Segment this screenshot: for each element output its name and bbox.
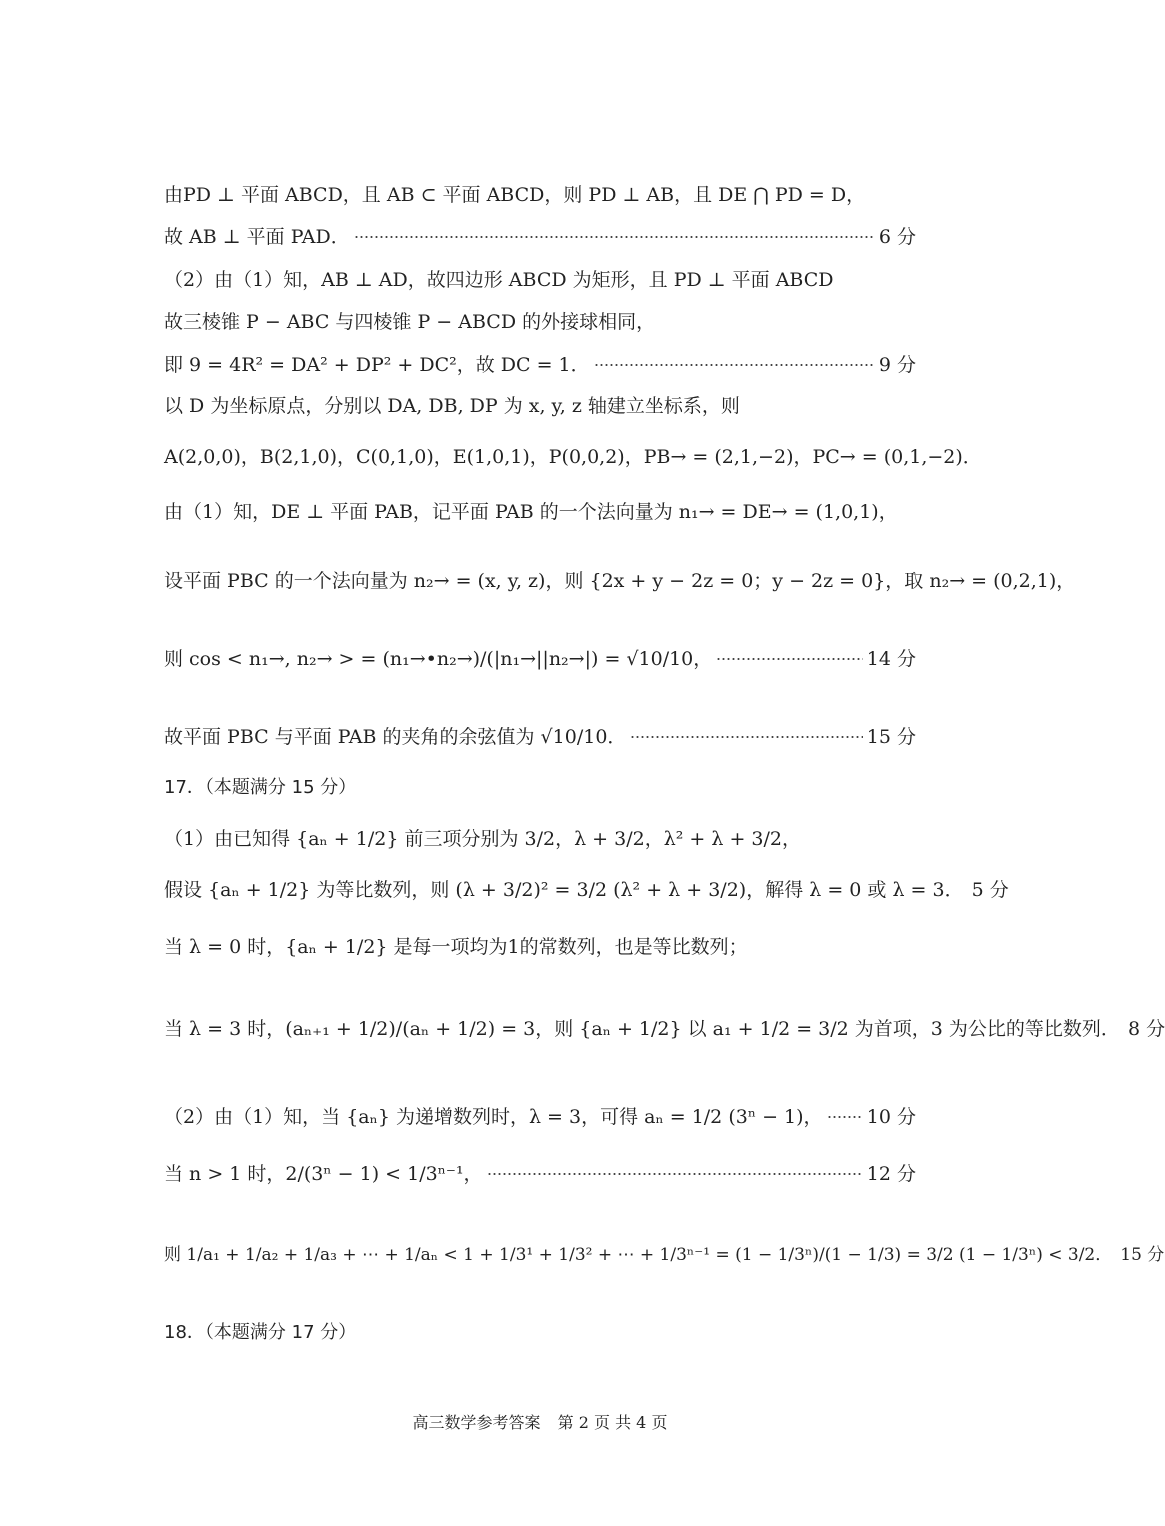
footer-title: 高三数学参考答案 — [412, 1413, 541, 1432]
line-text: 即 9 = 4R² = DA² + DP² + DC²，故 DC = 1． — [164, 354, 590, 376]
solution-line-11 — [164, 724, 916, 750]
dot-leader — [594, 364, 875, 366]
line-text: 则 cos < n₁→, n₂→ > = (n₁→•n₂→)/(|n₁→||n₂→|) = √10/10， — [164, 648, 713, 670]
solution-line-7 — [164, 444, 982, 470]
score-mark: 14 分 — [866, 648, 916, 670]
line-text: 以 D 为坐标原点，分别以 DA, DB, DP 为 x, y, z 轴建立坐标系，则 — [164, 395, 740, 417]
line-text: 假设 {aₙ + 1/2} 为等比数列，则 (λ + 3/2)² = 3/2 (λ² + λ + 3/2)，解得 λ = 0 或 λ = 3． — [164, 879, 964, 901]
line-text: （2）由（1）知，当 {aₙ} 为递增数列时，λ = 3，可得 aₙ = 1/2 (3ⁿ − 1)， — [164, 1106, 823, 1128]
solution-line-6 — [164, 393, 916, 419]
line-text: 设平面 PBC 的一个法向量为 n₂→ = (x, y, z)，则 {2x + y − 2z = 0；y − 2z = 0}，取 n₂→ = (0,2,1)， — [164, 570, 1076, 592]
footer-page-number: 第 2 页 共 4 页 — [557, 1413, 668, 1432]
solution-line-4 — [164, 309, 916, 335]
dot-leader — [827, 1116, 863, 1118]
line-text: 当 n > 1 时，2/(3ⁿ − 1) < 1/3ⁿ⁻¹， — [164, 1163, 483, 1185]
score-mark: 6 分 — [878, 226, 916, 248]
score-mark: 9 分 — [878, 354, 916, 376]
question-18-heading — [164, 1320, 916, 1346]
solution-line-2 — [164, 224, 916, 250]
score-mark: 10 分 — [866, 1106, 916, 1128]
line-text: A(2,0,0)，B(2,1,0)，C(0,1,0)，E(1,0,1)，P(0,0,2)，PB→ = (2,1,−2)，PC→ = (0,1,−2)． — [164, 446, 982, 468]
solution-line-8 — [164, 499, 916, 525]
score-mark: 8 分 — [1127, 1018, 1165, 1040]
dot-leader — [354, 236, 875, 238]
solution-line-3 — [164, 267, 916, 293]
score-mark: 5 分 — [971, 879, 1009, 901]
line-text: 当 λ = 3 时，(aₙ₊₁ + 1/2)/(aₙ + 1/2) = 3，则 {aₙ + 1/2} 以 a₁ + 1/2 = 3/2 为首项，3 为公比的等比数列． — [164, 1018, 1120, 1040]
line-text: （1）由已知得 {aₙ + 1/2} 前三项分别为 3/2，λ + 3/2，λ² + λ + 3/2， — [164, 828, 801, 850]
dot-leader — [630, 736, 862, 738]
dot-leader — [716, 658, 863, 660]
solution-line-19 — [164, 1242, 1165, 1268]
score-mark: 15 分 — [866, 726, 916, 748]
line-text: 由（1）知，DE ⊥ 平面 PAB，记平面 PAB 的一个法向量为 n₁→ = DE→ = (1,0,1)， — [164, 501, 898, 523]
line-text: 故 AB ⊥ 平面 PAD． — [164, 226, 350, 248]
solution-line-16 — [164, 1016, 1165, 1042]
line-text: 则 1/a₁ + 1/a₂ + 1/a₃ + ⋯ + 1/aₙ < 1 + 1/3¹ + 1/3² + ⋯ + 1/3ⁿ⁻¹ = (1 − 1/3ⁿ)/(1 − 1/3) = 3/2 (1 − 1/3ⁿ) < 3/2． — [164, 1245, 1113, 1265]
line-text: 故三棱锥 P − ABC 与四棱锥 P − ABCD 的外接球相同， — [164, 311, 656, 333]
solution-line-17 — [164, 1104, 916, 1130]
score-mark: 12 分 — [866, 1163, 916, 1185]
score-mark: 15 分 — [1120, 1245, 1165, 1265]
line-text: 由PD ⊥ 平面 ABCD，且 AB ⊂ 平面 ABCD，则 PD ⊥ AB，且 DE ⋂ PD = D， — [164, 184, 866, 206]
question-17-heading — [164, 775, 916, 801]
solution-line-15 — [164, 934, 916, 960]
solution-line-14 — [164, 877, 1009, 903]
line-text: 18．（本题满分 17 分） — [164, 1322, 357, 1343]
line-text: 故平面 PBC 与平面 PAB 的夹角的余弦值为 √10/10． — [164, 726, 627, 748]
solution-line-9 — [164, 568, 1076, 594]
solution-line-13 — [164, 826, 916, 852]
dot-leader — [487, 1173, 863, 1175]
solution-line-10 — [164, 646, 916, 672]
solution-line-18 — [164, 1161, 916, 1187]
line-text: 当 λ = 0 时，{aₙ + 1/2} 是每一项均为1的常数列，也是等比数列； — [164, 936, 748, 958]
line-text: （2）由（1）知，AB ⊥ AD，故四边形 ABCD 为矩形，且 PD ⊥ 平面 ABCD — [164, 269, 834, 291]
line-text: 17．（本题满分 15 分） — [164, 777, 357, 798]
page-footer — [0, 1412, 1080, 1434]
solution-line-5 — [164, 352, 916, 378]
solution-line-1 — [164, 182, 916, 208]
